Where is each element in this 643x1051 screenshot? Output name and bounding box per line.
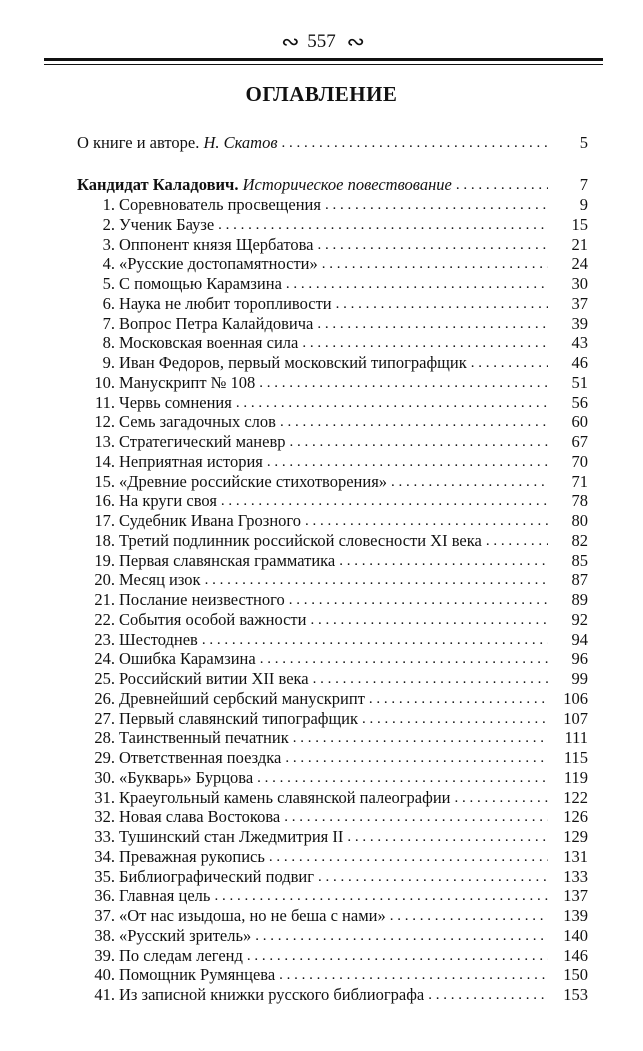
dot-leader (336, 294, 548, 314)
dot-leader (280, 412, 548, 432)
toc-row-page: 70 (571, 451, 588, 471)
toc-row-label (77, 491, 217, 511)
toc-row[interactable] (77, 234, 588, 255)
toc-row-number: 28. (94, 728, 115, 748)
toc-row-title: С помощью Карамзина (119, 274, 282, 293)
toc-row-number: 8. (102, 333, 115, 353)
toc-row-label (77, 432, 285, 452)
dot-leader (317, 314, 548, 334)
toc-row-number: 30. (94, 767, 115, 787)
part-subtitle: Историческое повествование (242, 175, 452, 194)
toc-row-label (77, 946, 243, 966)
toc-row-label (77, 133, 278, 153)
toc-row-title: Тушинский стан Лжедмитрия II (119, 827, 344, 846)
toc-row-title: Иван Федоров, первый московский типографщик (119, 353, 467, 372)
toc-row-page: 131 (563, 846, 588, 866)
toc-row[interactable] (77, 767, 588, 788)
dot-leader (293, 728, 548, 748)
toc-row[interactable] (77, 668, 588, 689)
toc-row-page: 30 (571, 274, 588, 293)
toc-row[interactable] (77, 925, 588, 946)
toc-row-label (77, 531, 482, 551)
toc-row-title: Новая слава Востокова (119, 807, 281, 827)
dot-leader (286, 274, 548, 294)
toc-row-title: Главная цель (119, 886, 211, 906)
toc-row[interactable] (77, 806, 588, 827)
toc-row-label (77, 333, 298, 353)
toc-row-label (77, 926, 251, 946)
page-number: 557 (307, 30, 336, 52)
toc-row-label (77, 254, 318, 274)
toc-row-page: 126 (563, 807, 588, 827)
toc-row-page: 106 (563, 688, 588, 708)
toc-title: ОГЛАВЛЕНИЕ (245, 82, 398, 106)
toc-row-page: 7 (579, 175, 588, 194)
dot-leader (325, 195, 548, 215)
toc-row-label (77, 709, 358, 729)
toc-row[interactable] (77, 609, 588, 630)
toc-row-number: 26. (94, 688, 115, 708)
toc-row-title: Из записной книжки русского библиографа (119, 985, 425, 1004)
toc-row-page: 39 (571, 313, 588, 333)
toc-row-title: Третий подлинник российской словесности XI века (119, 530, 482, 550)
toc-row[interactable] (77, 392, 588, 413)
dot-leader (247, 946, 548, 966)
toc-row-label (77, 728, 289, 748)
dot-leader (284, 807, 548, 827)
dot-leader (255, 926, 548, 946)
toc-row[interactable] (77, 313, 588, 334)
toc-row-label (77, 373, 255, 393)
dot-leader (285, 748, 548, 768)
toc-row-number: 21. (94, 590, 115, 609)
toc-row-number: 41. (94, 985, 115, 1004)
toc-row-title: «Древние российские стихотворения» (119, 471, 388, 491)
toc-row-number: 39. (94, 945, 115, 965)
toc-row-number: 16. (94, 491, 115, 511)
toc-row-number: 24. (94, 649, 115, 669)
toc-row-title: Наука не любит торопливости (119, 293, 332, 313)
toc-row-page: 24 (571, 254, 588, 274)
toc-row[interactable] (77, 293, 588, 314)
toc-row-title: Преважная рукопись (119, 846, 265, 866)
toc-row-label (77, 610, 306, 630)
toc-row-number: 37. (94, 906, 115, 925)
toc-row-number: 1. (102, 195, 115, 214)
toc-row-label (77, 590, 285, 610)
toc-row[interactable] (77, 451, 588, 472)
toc-row-number: 4. (102, 254, 115, 274)
toc-row[interactable] (77, 648, 588, 669)
toc-row-number: 23. (94, 629, 115, 649)
toc-row-label (77, 195, 321, 215)
toc-row-label (77, 175, 452, 195)
toc-row-title: Вопрос Петра Калайдовича (119, 313, 314, 333)
intro-author: Н. Скатов (203, 133, 278, 152)
toc-row[interactable] (77, 747, 588, 768)
toc-row-label (77, 393, 232, 413)
toc-row-label (77, 353, 467, 373)
toc-row[interactable] (77, 352, 588, 373)
toc-row-page: 60 (571, 412, 588, 432)
dot-leader (318, 867, 548, 887)
toc-row-title: «Букварь» Бурцова (119, 767, 254, 787)
toc-row-title: «Русский зритель» (119, 925, 252, 945)
toc-row[interactable] (77, 589, 588, 610)
toc-row-number: 6. (102, 293, 115, 313)
toc-row[interactable] (77, 905, 588, 926)
toc-row-page: 71 (571, 471, 588, 491)
toc-row-number: 18. (94, 530, 115, 550)
toc-row-page: 21 (571, 234, 588, 254)
toc-row-label (77, 827, 343, 847)
dot-leader (221, 491, 548, 511)
toc-row-title: Российский витии XII века (119, 669, 309, 688)
dot-leader (289, 432, 548, 452)
ornament-left-icon: ∾ (281, 28, 297, 54)
toc-row-number: 10. (94, 372, 115, 392)
toc-row[interactable] (77, 490, 588, 511)
toc-row-label (77, 985, 424, 1005)
toc-row[interactable] (77, 629, 588, 650)
toc-row-label (77, 235, 313, 255)
toc-row-page: 46 (571, 353, 588, 372)
toc-row-page: 92 (571, 609, 588, 629)
toc-row-title: «От нас изыдоша, но не беша с нами» (119, 906, 386, 925)
toc-row-title: События особой важности (119, 609, 307, 629)
toc-row[interactable] (77, 431, 588, 452)
dot-leader (279, 965, 548, 985)
toc-row-title: Древнейший сербский манускрипт (119, 688, 365, 708)
toc-row-title: Библиографический подвиг (119, 866, 315, 886)
toc-row[interactable] (77, 510, 588, 531)
part-title: Кандидат Каладович. (77, 175, 239, 194)
toc-row-title: Московская военная сила (119, 333, 299, 353)
toc-row-page: 137 (563, 886, 588, 906)
toc-row-label (77, 412, 276, 432)
toc-row-page: 150 (563, 965, 588, 985)
toc-row-label (77, 788, 450, 808)
toc-row[interactable] (77, 471, 588, 492)
dot-leader (214, 886, 548, 906)
toc-row-page: 51 (571, 372, 588, 392)
toc-row-label (77, 748, 281, 768)
toc-row[interactable] (77, 964, 588, 985)
toc-row-label (77, 314, 313, 334)
toc-row-page: 56 (571, 392, 588, 412)
toc-row-title: Оппонент князя Щербатова (119, 234, 314, 254)
toc-row[interactable] (77, 273, 588, 294)
toc-row-title: Шестоднев (119, 629, 198, 649)
toc-row-label (77, 689, 365, 709)
dot-leader (259, 373, 548, 393)
dot-leader (267, 452, 548, 472)
dot-leader (289, 590, 548, 610)
toc-row-label (77, 867, 314, 887)
toc-row-label (77, 886, 210, 906)
running-header (0, 26, 643, 56)
toc-row-number: 15. (94, 471, 115, 491)
toc-row-title: Таинственный печатник (119, 728, 289, 748)
toc-row-title: Ответственная поездка (119, 748, 282, 767)
toc-row-page: 80 (571, 511, 588, 530)
toc-row-label (77, 472, 387, 492)
toc-row-number: 2. (102, 214, 115, 234)
dot-leader (269, 847, 548, 867)
toc-row[interactable] (77, 411, 588, 432)
toc-row-number: 25. (94, 669, 115, 688)
toc-row-page: 140 (563, 925, 588, 945)
toc-row-label (77, 274, 282, 294)
toc-row-number: 12. (94, 412, 115, 432)
dot-leader (317, 235, 548, 255)
dot-leader (322, 254, 548, 274)
toc-row-number: 38. (94, 925, 115, 945)
dot-leader (339, 551, 548, 571)
toc-row-page: 67 (571, 432, 588, 451)
dot-leader (391, 472, 548, 492)
toc-row[interactable] (77, 787, 588, 808)
toc-row-title: Неприятная история (119, 451, 263, 471)
toc-row-number: 20. (94, 570, 115, 590)
toc-row-title: Послание неизвестного (119, 590, 285, 609)
toc-row-number: 33. (94, 827, 115, 846)
dot-leader (471, 353, 548, 373)
toc-row-page: 37 (571, 293, 588, 313)
toc-row[interactable] (77, 372, 588, 393)
intro-label: О книге и авторе. (77, 133, 200, 152)
dot-leader (202, 630, 548, 650)
toc-row-page: 96 (571, 649, 588, 669)
dot-leader (236, 393, 548, 413)
toc-row-number: 14. (94, 451, 115, 471)
toc-row-title: Помощник Румянцева (119, 965, 276, 985)
toc-row-page: 87 (571, 570, 588, 590)
toc-row-page: 99 (571, 669, 588, 688)
dot-leader (454, 788, 548, 808)
toc-row-title: Манускрипт № 108 (119, 372, 256, 392)
toc-row-label (77, 511, 301, 531)
dot-leader (486, 531, 548, 551)
toc-row[interactable] (77, 885, 588, 906)
toc-row-label (77, 965, 275, 985)
toc-row[interactable] (77, 945, 588, 966)
toc-row-number: 13. (94, 432, 115, 451)
toc-row-title: Первый славянский типографщик (119, 708, 359, 728)
toc-row[interactable] (77, 727, 588, 748)
toc-row-page: 43 (571, 333, 588, 353)
toc-row-page: 133 (563, 866, 588, 886)
toc-row-label (77, 807, 280, 827)
toc-row-number: 32. (94, 807, 115, 827)
toc-row-page: 115 (563, 748, 588, 767)
dot-leader (260, 649, 548, 669)
toc-row[interactable] (77, 550, 588, 571)
toc-row-page: 85 (571, 550, 588, 570)
toc-row[interactable] (77, 569, 588, 590)
header-rule-thick (44, 58, 603, 61)
toc-row[interactable] (77, 214, 588, 235)
toc-row-number: 31. (94, 787, 115, 807)
toc-row-number: 7. (102, 313, 115, 333)
toc-row-number: 27. (94, 708, 115, 728)
header-rule-thin (44, 64, 603, 65)
dot-leader (362, 709, 548, 729)
toc-row-page: 153 (563, 985, 588, 1004)
toc-row-number: 5. (102, 274, 115, 293)
toc-row-number: 22. (94, 609, 115, 629)
toc-row-label (77, 847, 265, 867)
toc-row-number: 3. (102, 234, 115, 254)
toc-row-page: 78 (571, 491, 588, 511)
toc-row-number: 35. (94, 866, 115, 886)
toc-row-label (77, 294, 332, 314)
toc-row-part[interactable] (77, 174, 588, 195)
toc-row[interactable] (77, 826, 588, 847)
toc-row-number: 17. (94, 511, 115, 530)
toc-row-page: 94 (571, 629, 588, 649)
toc-row[interactable] (77, 866, 588, 887)
toc-row-page: 139 (563, 906, 588, 925)
toc-row[interactable] (77, 708, 588, 729)
dot-leader (218, 215, 548, 235)
dot-leader (347, 827, 548, 847)
dot-leader (390, 906, 548, 926)
toc-row-title: Ошибка Карамзина (119, 649, 256, 669)
toc-row-number: 19. (94, 550, 115, 570)
toc-row-title: Стратегический маневр (119, 432, 286, 451)
dot-leader (257, 768, 548, 788)
toc-row-title: Первая славянская грамматика (119, 550, 336, 570)
toc-row-number: 40. (94, 965, 115, 985)
toc-row-title: Ученик Баузе (119, 214, 215, 234)
toc-row[interactable] (77, 846, 588, 867)
toc-row[interactable] (77, 253, 588, 274)
toc-row-title: Червь сомнения (119, 392, 232, 412)
toc-row-label (77, 215, 214, 235)
toc-row-page: 9 (579, 195, 588, 214)
toc-row-label (77, 551, 335, 571)
toc-row-title: Месяц изок (119, 570, 201, 590)
toc-row[interactable] (77, 984, 588, 1005)
toc-row-page: 146 (563, 945, 588, 965)
toc-row-page: 129 (563, 827, 588, 846)
toc-row-title: По следам легенд (119, 945, 243, 965)
toc-row-title: Семь загадочных слов (119, 412, 276, 432)
dot-leader (456, 175, 548, 195)
toc-row-label (77, 630, 198, 650)
toc-row[interactable] (77, 194, 588, 215)
toc-row-title: «Русские достопамятности» (119, 254, 318, 274)
toc-row-intro[interactable] (77, 132, 588, 153)
ornament-right-icon: ∾ (346, 28, 362, 54)
toc-row-page: 119 (563, 767, 588, 787)
toc-row-title: На круги своя (119, 491, 217, 511)
toc-row-title: Соревнователь просвещения (119, 195, 321, 214)
dot-leader (313, 669, 548, 689)
toc-row-label (77, 570, 201, 590)
toc-row-label (77, 649, 256, 669)
dot-leader (205, 570, 548, 590)
toc-row-page: 82 (571, 530, 588, 550)
toc-row-label (77, 452, 263, 472)
toc-row-number: 36. (94, 886, 115, 906)
toc-row-label (77, 768, 253, 788)
toc-row-number: 34. (94, 846, 115, 866)
toc-row-page: 15 (571, 214, 588, 234)
toc-row[interactable] (77, 332, 588, 353)
toc-row[interactable] (77, 688, 588, 709)
toc-row-page: 111 (564, 728, 588, 748)
dot-leader (369, 689, 548, 709)
toc-row-title: Краеугольный камень славянской палеографии (119, 787, 451, 807)
toc-row-label (77, 669, 309, 689)
toc-row[interactable] (77, 530, 588, 551)
toc-row-title: Судебник Ивана Грозного (119, 511, 302, 530)
dot-leader (428, 985, 548, 1005)
toc-row-number: 11. (94, 392, 115, 412)
toc-row-page: 89 (571, 590, 588, 609)
toc-row-number: 9. (102, 353, 115, 372)
dot-leader (305, 511, 548, 531)
dot-leader (302, 333, 548, 353)
dot-leader (282, 133, 548, 153)
toc-row-page: 122 (563, 787, 588, 807)
toc-row-number: 29. (94, 748, 115, 767)
toc-row-label (77, 906, 386, 926)
toc-row-page: 5 (579, 133, 588, 152)
dot-leader (310, 610, 548, 630)
toc-row-page: 107 (563, 708, 588, 728)
